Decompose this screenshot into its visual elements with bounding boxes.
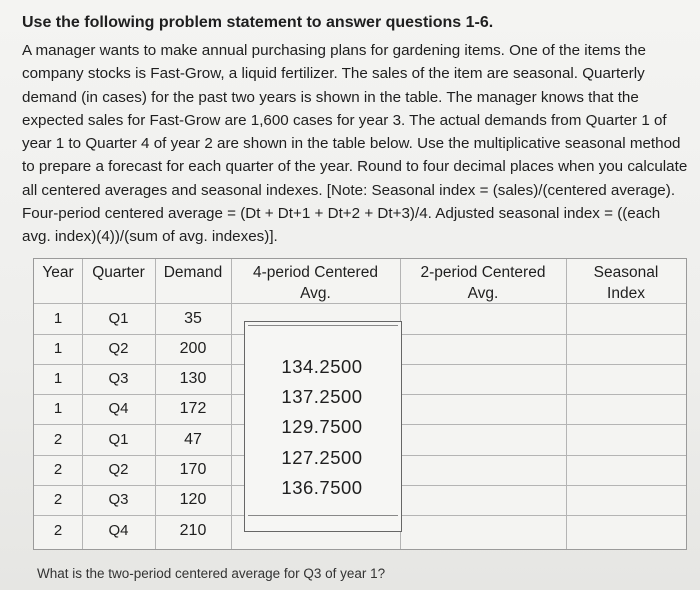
quarter-cell: Q3 bbox=[108, 370, 129, 387]
quarter-cell: Q1 bbox=[108, 310, 129, 327]
four-period-average-value: 129.7500 bbox=[281, 416, 363, 437]
year-cell: 2 bbox=[53, 491, 63, 508]
statement-line: expected sales for Fast-Grow are 1,600 cases for year 3. The actual demands from Quarter 1 of bbox=[22, 111, 667, 129]
demand-cell: 200 bbox=[179, 340, 207, 357]
demand-cell: 47 bbox=[184, 431, 202, 448]
statement-line: all centered averages and seasonal indexes. [Note: Seasonal index = (sales)/(centered average). bbox=[22, 181, 676, 199]
seasonal-header-line1: Seasonal bbox=[593, 264, 659, 281]
four-period-header bbox=[231, 262, 400, 304]
four-period-average-value: 136.7500 bbox=[281, 477, 363, 498]
year-cell: 1 bbox=[53, 340, 63, 357]
demand-cell: 170 bbox=[179, 461, 207, 478]
statement-line: to prepare a forecast for each quarter of the year. Round to four decimal places when you calculate bbox=[22, 158, 688, 176]
demand-header: Demand bbox=[163, 264, 223, 281]
year-cell: 2 bbox=[53, 461, 63, 478]
statement-line: year 1 to Quarter 4 of year 2 are shown in the table below. Use the multiplicative seasonal method bbox=[22, 135, 681, 153]
problem-heading: Use the following problem statement to answer questions 1-6. bbox=[22, 14, 494, 31]
four-period-average-value: 137.2500 bbox=[281, 386, 363, 407]
two-period-header-line1: 2-period Centered bbox=[420, 264, 546, 281]
statement-line: demand (in cases) for the past two years is shown in the table. The manager knows that the bbox=[22, 88, 639, 106]
quarter-cell: Q2 bbox=[108, 461, 129, 478]
quarter-cell: Q1 bbox=[108, 431, 129, 448]
statement-line: Four-period centered average = (Dt + Dt+1 + Dt+2 + Dt+3)/4. Adjusted seasonal index = ((each bbox=[22, 205, 661, 223]
statement-line: avg. index)(4))/(sum of avg. indexes)]. bbox=[22, 228, 278, 246]
seasonal-index-header bbox=[566, 262, 686, 304]
seasonal-header-line2: Index bbox=[607, 285, 645, 302]
year-cell: 1 bbox=[53, 400, 63, 417]
four-period-average-value: 134.2500 bbox=[281, 356, 363, 377]
box-inner-line bbox=[248, 515, 398, 516]
four-period-header-line2: Avg. bbox=[300, 285, 331, 302]
demand-cell: 172 bbox=[179, 400, 207, 417]
statement-line: company stocks is Fast-Grow, a liquid fertilizer. The sales of the item are seasonal. Quarterly bbox=[22, 65, 645, 83]
two-period-header bbox=[400, 262, 566, 304]
demand-table bbox=[33, 258, 687, 550]
quarter-cell: Q2 bbox=[108, 340, 129, 357]
box-inner-line bbox=[248, 325, 398, 326]
four-period-average-value: 127.2500 bbox=[281, 447, 363, 468]
quarter-header: Quarter bbox=[92, 264, 145, 281]
year-cell: 1 bbox=[53, 310, 63, 327]
demand-cell: 120 bbox=[179, 491, 207, 508]
quarter-cell: Q3 bbox=[108, 491, 129, 508]
two-period-header-line2: Avg. bbox=[467, 285, 499, 302]
four-period-header-line1: 4-period Centered bbox=[253, 264, 378, 281]
demand-cell: 35 bbox=[184, 310, 202, 327]
year-header: Year bbox=[42, 264, 74, 281]
year-cell: 2 bbox=[53, 431, 63, 448]
demand-cell: 130 bbox=[179, 370, 207, 387]
demand-cell: 210 bbox=[179, 522, 207, 539]
year-cell: 1 bbox=[53, 370, 63, 387]
problem-statement bbox=[22, 39, 692, 249]
quarter-cell: Q4 bbox=[108, 522, 129, 539]
statement-line: A manager wants to make annual purchasing plans for gardening items. One of the items the bbox=[22, 42, 646, 59]
quarter-cell: Q4 bbox=[108, 400, 129, 417]
question-text: What is the two-period centered average for Q3 of year 1? bbox=[37, 566, 386, 581]
year-cell: 2 bbox=[53, 522, 63, 539]
